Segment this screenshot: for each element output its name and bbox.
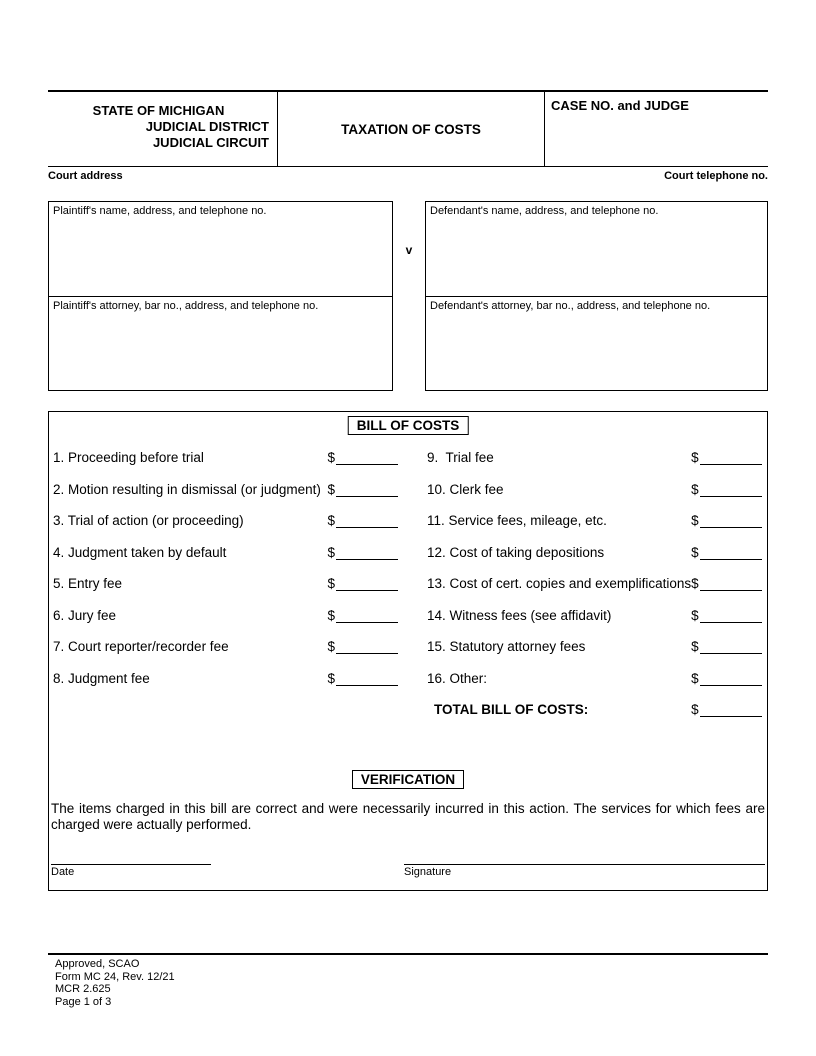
amount-field-7[interactable]	[327, 639, 398, 654]
bill-item-label-16: 16. Other:	[427, 670, 488, 686]
amount-field-4[interactable]	[327, 545, 398, 560]
amount-field-13[interactable]	[691, 576, 762, 591]
bill-item-label-5: 5. Entry fee	[53, 576, 123, 592]
bill-item-row-2	[53, 474, 398, 506]
amount-blank-16	[700, 673, 762, 686]
dollar-sign: $	[691, 481, 699, 497]
bill-of-costs-title: BILL OF COSTS	[348, 416, 469, 435]
amount-field-5[interactable]	[327, 576, 398, 591]
judicial-district-label[interactable]: JUDICIAL DISTRICT	[145, 119, 269, 134]
bill-item-label-4: 4. Judgment taken by default	[53, 544, 227, 560]
bill-item-row-13	[427, 568, 762, 600]
amount-blank-11	[700, 515, 762, 528]
bill-item-row-8	[53, 663, 398, 695]
signature-spacer	[211, 851, 404, 878]
plaintiff-box	[48, 201, 393, 391]
court-caption-box	[48, 90, 768, 167]
date-line[interactable]	[51, 851, 211, 865]
bill-item-label-15: 15. Statutory attorney fees	[427, 639, 586, 655]
amount-blank-6	[336, 610, 398, 623]
amount-field-16[interactable]	[691, 671, 762, 686]
parties-section	[48, 201, 768, 391]
bill-item-row-7	[53, 631, 398, 663]
form-title: TAXATION OF COSTS	[277, 92, 545, 166]
bill-item-row-16	[427, 663, 762, 695]
amount-blank-3	[336, 515, 398, 528]
dollar-sign: $	[691, 544, 699, 560]
defendant-name-label: Defendant's name, address, and telephone no.	[430, 205, 659, 217]
plaintiff-name-label: Plaintiff's name, address, and telephone no.	[53, 205, 267, 217]
versus-label: v	[405, 243, 413, 257]
dollar-sign: $	[691, 607, 699, 623]
bill-item-label-6: 6. Jury fee	[53, 607, 117, 623]
verification-title: VERIFICATION	[352, 770, 464, 789]
total-bill-of-costs-label: TOTAL BILL OF COSTS:	[434, 702, 589, 718]
amount-field-11[interactable]	[691, 513, 762, 528]
form-footer	[48, 955, 768, 1008]
bill-item-label-11: 11. Service fees, mileage, etc.	[427, 513, 607, 529]
bill-item-row-14	[427, 600, 762, 632]
bill-item-row-4	[53, 537, 398, 569]
defendant-box	[425, 201, 768, 391]
footer-page-number: Page 1 of 3	[55, 995, 112, 1008]
dollar-sign: $	[691, 702, 699, 718]
bill-item-row-15	[427, 631, 762, 663]
bill-item-row-9	[427, 442, 762, 474]
bill-item-row-5	[53, 568, 398, 600]
amount-blank-4	[336, 547, 398, 560]
bill-item-label-12: 12. Cost of taking depositions	[427, 544, 605, 560]
plaintiff-attorney-field[interactable]	[49, 296, 392, 391]
amount-blank-7	[336, 641, 398, 654]
bill-item-row-10	[427, 474, 762, 506]
court-telephone-label[interactable]: Court telephone no.	[664, 170, 768, 182]
dollar-sign: $	[327, 670, 335, 686]
bill-of-costs-box	[48, 411, 768, 891]
amount-field-9[interactable]	[691, 450, 762, 465]
bill-item-row-12	[427, 537, 762, 569]
footer-approved-scao: Approved, SCAO	[55, 958, 140, 970]
bill-item-label-1: 1. Proceeding before trial	[53, 450, 204, 466]
defendant-attorney-label: Defendant's attorney, bar no., address, and telephone no.	[430, 299, 711, 312]
total-amount-blank	[700, 704, 762, 717]
signature-row	[49, 851, 767, 878]
amount-blank-15	[700, 641, 762, 654]
signature-line[interactable]	[404, 851, 765, 865]
state-of-michigan-label: STATE OF MICHIGAN	[92, 103, 225, 118]
signature-field	[404, 851, 765, 878]
amount-blank-8	[336, 673, 398, 686]
amount-blank-1	[336, 452, 398, 465]
total-amount-field[interactable]	[691, 702, 762, 717]
case-no-judge-field[interactable]	[545, 92, 768, 166]
court-name-cell	[48, 92, 277, 166]
amount-field-10[interactable]	[691, 482, 762, 497]
amount-field-14[interactable]	[691, 608, 762, 623]
court-address-label[interactable]: Court address	[48, 170, 123, 182]
bill-item-label-10: 10. Clerk fee	[427, 481, 504, 497]
judicial-circuit-label[interactable]: JUDICIAL CIRCUIT	[152, 135, 269, 150]
bill-item-label-7: 7. Court reporter/recorder fee	[53, 639, 229, 655]
dollar-sign: $	[327, 450, 335, 466]
amount-field-15[interactable]	[691, 639, 762, 654]
date-field	[51, 851, 211, 878]
dollar-sign: $	[327, 544, 335, 560]
bill-left-column	[53, 442, 398, 726]
dollar-sign: $	[327, 607, 335, 623]
bill-item-row-3	[53, 505, 398, 537]
amount-blank-10	[700, 484, 762, 497]
bill-item-label-8: 8. Judgment fee	[53, 670, 150, 686]
defendant-attorney-field[interactable]	[426, 296, 767, 391]
verification-statement: The items charged in this bill are correct and were necessarily incurred in this action. The services for which fees are charged were actually performed.	[51, 800, 765, 832]
date-label: Date	[51, 865, 75, 878]
bill-item-row-11	[427, 505, 762, 537]
case-no-judge-label: CASE NO. and JUDGE	[551, 98, 689, 113]
amount-blank-5	[336, 578, 398, 591]
bill-items-grid	[49, 442, 767, 726]
amount-blank-2	[336, 484, 398, 497]
footer-form-number: Form MC 24, Rev. 12/21	[55, 970, 175, 983]
bill-item-label-3: 3. Trial of action (or proceeding)	[53, 513, 244, 529]
bill-item-row-6	[53, 600, 398, 632]
dollar-sign: $	[327, 576, 335, 592]
amount-field-6[interactable]	[327, 608, 398, 623]
dollar-sign: $	[327, 639, 335, 655]
dollar-sign: $	[327, 481, 335, 497]
plaintiff-name-field[interactable]	[49, 202, 392, 296]
amount-blank-14	[700, 610, 762, 623]
bill-item-label-9: 9. Trial fee	[427, 450, 494, 466]
amount-field-2[interactable]	[327, 482, 398, 497]
signature-label: Signature	[404, 865, 452, 878]
dollar-sign: $	[691, 513, 699, 529]
amount-blank-9	[700, 452, 762, 465]
amount-blank-13	[700, 578, 762, 591]
footer-mcr-rule: MCR 2.625	[55, 983, 111, 995]
court-address-row	[48, 167, 768, 182]
bill-right-column	[427, 442, 762, 726]
bill-item-label-13: 13. Cost of cert. copies and exemplifications	[427, 576, 692, 592]
amount-blank-12	[700, 547, 762, 560]
bill-item-label-2: 2. Motion resulting in dismissal (or judgment)	[53, 481, 321, 497]
amount-field-12[interactable]	[691, 545, 762, 560]
amount-field-8[interactable]	[327, 671, 398, 686]
amount-field-3[interactable]	[327, 513, 398, 528]
bill-item-row-1	[53, 442, 398, 474]
defendant-name-field[interactable]	[426, 202, 767, 296]
total-bill-of-costs-row	[427, 694, 762, 726]
dollar-sign: $	[691, 639, 699, 655]
amount-field-1[interactable]	[327, 450, 398, 465]
dollar-sign: $	[691, 670, 699, 686]
dollar-sign: $	[691, 450, 699, 466]
dollar-sign: $	[691, 576, 699, 592]
plaintiff-attorney-label: Plaintiff's attorney, bar no., address, and telephone no.	[53, 299, 319, 312]
dollar-sign: $	[327, 513, 335, 529]
bill-item-label-14: 14. Witness fees (see affidavit)	[427, 607, 612, 623]
